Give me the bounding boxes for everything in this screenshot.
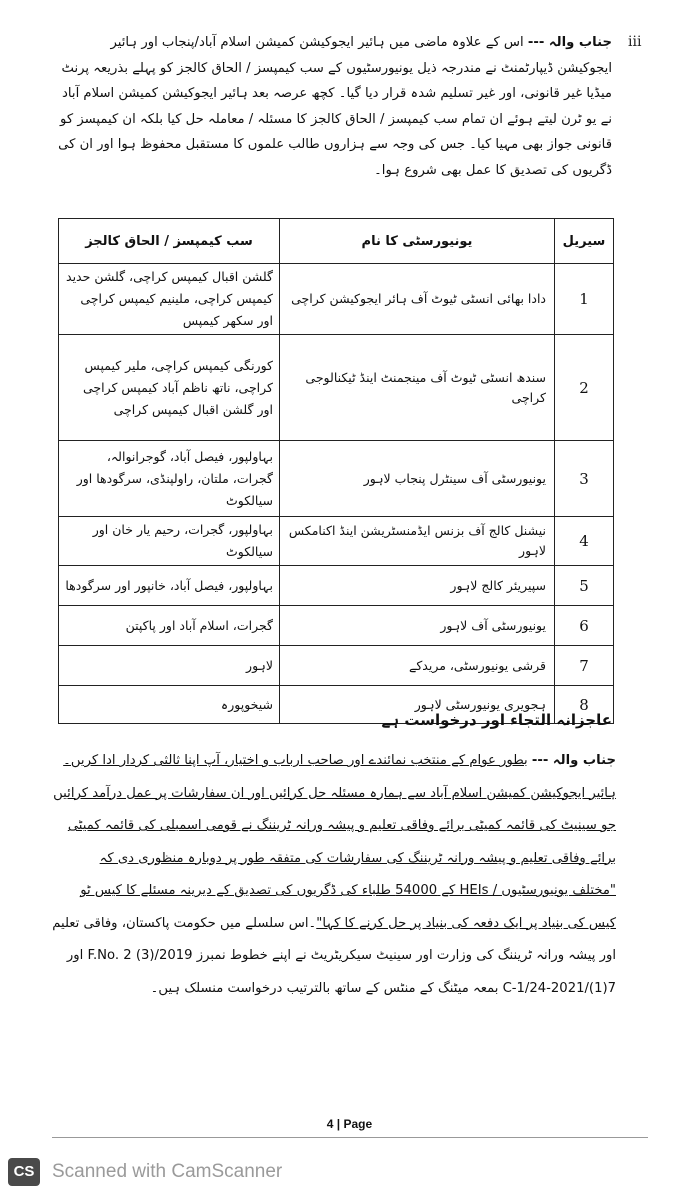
university-cell: دادا بھائی انسٹی ٹیوٹ آف ہائر ایجوکیشن کراچی (280, 264, 555, 335)
request-paragraph (52, 745, 616, 1005)
serial-cell: 4 (555, 517, 614, 566)
header-serial: سیریل (555, 219, 614, 264)
table-header-row (59, 219, 614, 264)
university-cell: ہجویری یونیورسٹی لاہور (280, 686, 555, 724)
serial-cell: 2 (555, 335, 614, 441)
intro-paragraph (56, 30, 612, 184)
header-university: یونیورسٹی کا نام (280, 219, 555, 264)
serial-cell: 6 (555, 606, 614, 646)
campuses-cell: کورنگی کیمپس کراچی، ملیر کیمپس کراچی، ناتھ ناظم آباد کیمپس کراچی اور گلشن اقبال کیمپس کراچی (59, 335, 280, 441)
campuses-cell: شیخوپورہ (59, 686, 280, 724)
header-campuses: سب کیمپسز / الحاق کالجز (59, 219, 280, 264)
campuses-cell: بہاولپور، گجرات، رحیم یار خان اور سیالکوٹ (59, 517, 280, 566)
request-lead: جناب والہ --- (531, 753, 616, 768)
university-cell: یونیورسٹی آف سینٹرل پنجاب لاہور (280, 441, 555, 517)
university-cell: قرشی یونیورسٹی، مریدکے (280, 646, 555, 686)
university-cell: یونیورسٹی آف لاہور (280, 606, 555, 646)
request-rest-text: ۔اس سلسلے میں حکومت پاکستان، وفاقی تعلیم اور پیشہ ورانہ ٹریننگ کی وزارت اور سینیٹ سیکریٹریٹ نے اپنے خطوط نمبرز F.No. 2 (3)/2019 اور C-1/24-2021/(1)7 بمعہ میٹنگ کے منٹس کے ساتھ بالترتیب درخواست منسلک ہیں۔ (52, 915, 616, 996)
table-row (59, 441, 614, 517)
page-number: 4 | Page (326, 1117, 373, 1131)
table-row (59, 264, 614, 335)
table-row (59, 566, 614, 606)
table-row (59, 517, 614, 566)
intro-lead: جناب والہ --- (527, 35, 612, 50)
campuses-cell: گلشن اقبال کیمپس کراچی، گلشن حدید کیمپس کراچی، ملینیم کیمپس کراچی اور سکھر کیمپس (59, 264, 280, 335)
campuses-cell: لاہور (59, 646, 280, 686)
university-cell: سپیریئر کالج لاہور (280, 566, 555, 606)
campuses-cell: گجرات، اسلام آباد اور پاکپتن (59, 606, 280, 646)
request-heading: عاجزانہ التجاء اور درخواست ہے (381, 711, 612, 729)
camscanner-logo-icon: CS (8, 1158, 40, 1186)
serial-cell: 1 (555, 264, 614, 335)
campuses-cell: بہاولپور، فیصل آباد، گوجرانوالہ، گجرات، ملتان، راولپنڈی، سرگودھا اور سیالکوٹ (59, 441, 280, 517)
item-number: iii (628, 34, 642, 50)
serial-cell: 8 (555, 686, 614, 724)
table-row (59, 646, 614, 686)
university-table (58, 218, 614, 724)
footer-divider (52, 1137, 648, 1138)
serial-cell: 3 (555, 441, 614, 517)
campuses-cell: بہاولپور، فیصل آباد، خانپور اور سرگودھا (59, 566, 280, 606)
request-underlined-text: بطور عوام کے منتخب نمائندے اور صاحب ارباب و اختیار، آپ اپنا ثالثی کردار ادا کریں۔ ہائیر ایجوکیشن کمیشن اسلام آباد سے ہمارہ مسئلہ حل کرائیں اور ان سفارشات پر عمل درآمد کرائیں جو سینیٹ کی قائمہ کمیٹی برائے وفاقی تعلیم و پیشہ ورانہ ٹریننگ نے قومی اسمبلی کی قائمہ کمیٹی برائے وفاقی تعلیم و پیشہ ورانہ ٹریننگ کی سفارشات کی متفقہ طور پر دوبارہ منظوری دی کہ "مختلف یونیورسٹیوں / HEIs کے 54000 طلباء کی ڈگریوں کی تصدیق کے دیرینہ مسئلے کا کیس ٹو کیس کی بنیاد پر ایک دفعہ کی بنیاد پر حل کرنے کا کہا" (53, 753, 616, 931)
university-cell: سندھ انسٹی ٹیوٹ آف مینجمنٹ اینڈ ٹیکنالوجی کراچی (280, 335, 555, 441)
table-row (59, 335, 614, 441)
serial-cell: 5 (555, 566, 614, 606)
table-row (59, 606, 614, 646)
scanner-watermark: Scanned with CamScanner (52, 1161, 283, 1182)
intro-text: اس کے علاوہ ماضی میں ہائیر ایجوکیشن کمیشن اسلام آباد/پنجاب اور ہائیر ایجوکیشن ڈیپارٹمنٹ نے مندرجہ ذیل یونیورسٹیوں کے سب کیمپسز / الحاق کالجز کو پہلے بذریعہ پرنٹ میڈیا غیر قانونی، اور غیر تسلیم شدہ قرار دیا گیا۔ کچھ عرصہ بعد ہائیر ایجوکیشن کمیشن اسلام آباد نے یو ٹرن لیتے ہوئے ان تمام سب کیمپسز / الحاق کالجز کا مسئلہ / معاملہ حل کیا بلکہ ان کیمپسز کو قانونی جواز بھی مہیا کیا۔ جس کی وجہ سے ہزاروں طالب علموں کا مستقبل محفوظ ہوا اور ان کی ڈگریوں کی تصدیق کا عمل بھی شروع ہوا۔ (58, 35, 612, 178)
serial-cell: 7 (555, 646, 614, 686)
university-cell: نیشنل کالج آف بزنس ایڈمنسٹریشن اینڈ اکنامکس لاہور (280, 517, 555, 566)
